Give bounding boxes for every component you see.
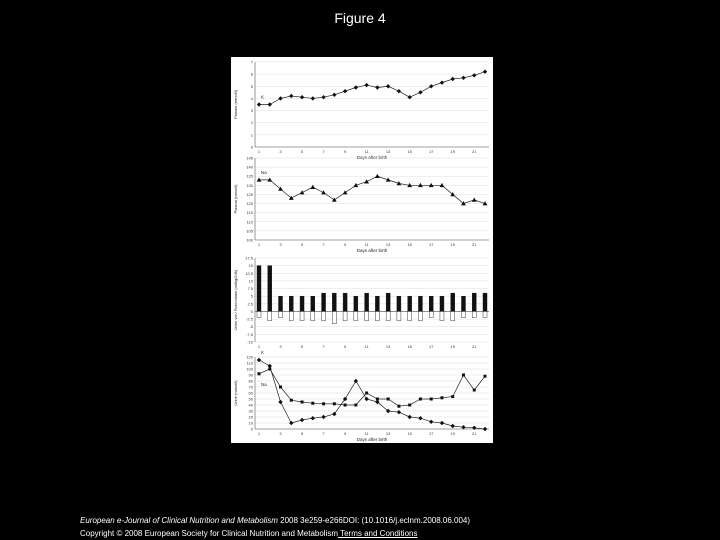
x-tick-label: 15	[407, 242, 412, 247]
x-tick-label: 17	[428, 149, 434, 154]
x-tick-label: 3	[279, 344, 282, 349]
y-tick-label: 135	[246, 173, 253, 179]
bar	[322, 311, 326, 320]
bar	[332, 293, 336, 311]
x-axis-title: Days after birth	[356, 248, 388, 253]
copyright-text: Copyright © 2008 European Society for Clinical Nutrition and Metabolism	[80, 529, 339, 538]
y-tick-label: 100	[246, 237, 253, 243]
copyright-line	[80, 529, 417, 538]
data-point	[461, 76, 465, 80]
bar	[311, 311, 315, 320]
bar	[408, 296, 412, 311]
y-tick-label: 17.5	[245, 255, 253, 261]
y-tick-label: 2	[250, 120, 253, 126]
bar	[343, 293, 347, 311]
y-tick-label: 2.5	[247, 301, 253, 307]
bar	[397, 311, 401, 320]
x-tick-label: 19	[450, 242, 455, 247]
x-tick-label: 5	[300, 149, 304, 154]
data-point	[364, 83, 368, 87]
data-point	[343, 89, 347, 93]
data-point	[387, 398, 390, 401]
y-tick-label: 7	[250, 59, 253, 65]
series-line	[259, 360, 485, 429]
bar	[451, 293, 455, 311]
y-axis-title: Plasma (mmol/l)	[233, 90, 238, 119]
y-tick-label: 130	[246, 182, 253, 188]
data-point	[418, 90, 422, 94]
data-point	[408, 404, 411, 407]
x-tick-label: 21	[472, 431, 477, 436]
x-tick-label: 17	[428, 431, 434, 436]
y-tick-label: 7.5	[247, 286, 253, 292]
y-tick-label: 3	[250, 108, 253, 114]
data-point	[300, 418, 304, 422]
data-point	[289, 421, 293, 425]
y-tick-label: 110	[246, 219, 253, 225]
series-label: Na	[261, 381, 267, 387]
y-tick-label: 105	[246, 228, 253, 234]
x-tick-label: 17	[428, 344, 434, 349]
y-axis-title: Urine vol./ Fluid intake (ml/kg/24h)	[233, 269, 238, 331]
data-point	[386, 84, 390, 88]
bar	[472, 293, 476, 311]
bar	[365, 311, 369, 320]
bar	[440, 311, 444, 320]
y-tick-label: 125	[246, 191, 253, 197]
data-point	[451, 424, 455, 428]
x-tick-label: 7	[322, 242, 325, 247]
x-tick-label: 11	[364, 431, 369, 436]
y-tick-label: 120	[246, 201, 253, 207]
data-point	[332, 412, 336, 416]
y-tick-label: 110	[246, 360, 253, 366]
x-tick-label: 13	[385, 242, 391, 247]
data-point	[375, 85, 379, 89]
data-point	[440, 421, 444, 425]
y-tick-label: 60	[248, 390, 253, 396]
x-tick-label: 13	[385, 149, 391, 154]
data-point	[440, 396, 443, 399]
x-tick-label: 7	[322, 344, 325, 349]
bar	[386, 293, 390, 311]
series-label: K	[261, 350, 265, 355]
x-tick-label: 1	[257, 431, 261, 436]
data-point	[343, 190, 348, 194]
x-tick-label: 19	[450, 149, 455, 154]
data-point	[321, 415, 325, 419]
bar	[429, 296, 433, 311]
x-tick-label: 5	[300, 242, 304, 247]
data-point	[364, 179, 369, 183]
y-tick-label: -10	[247, 339, 253, 345]
x-tick-label: 17	[428, 242, 434, 247]
data-point	[365, 392, 368, 395]
x-tick-label: 15	[407, 431, 412, 436]
x-tick-label: 11	[364, 344, 369, 349]
series-label: K	[261, 94, 265, 100]
bar	[257, 311, 261, 317]
x-tick-label: 9	[343, 431, 347, 436]
data-point	[311, 416, 315, 420]
y-tick-label: 1	[250, 132, 253, 138]
data-point	[472, 73, 476, 77]
y-tick-label: 120	[246, 354, 253, 360]
bar	[472, 311, 476, 317]
bar	[386, 311, 390, 320]
series-label: Na	[261, 169, 267, 175]
data-point	[311, 96, 315, 100]
y-axis-title: Plasma (mmol/l)	[233, 184, 238, 214]
bar	[375, 296, 379, 311]
bar	[461, 311, 465, 317]
figure-title: Figure 4	[334, 10, 386, 26]
bar	[440, 296, 444, 311]
bar	[311, 296, 315, 311]
x-tick-label: 13	[385, 431, 391, 436]
data-point	[300, 190, 305, 194]
data-point	[354, 404, 357, 407]
y-tick-label: 10	[248, 278, 253, 284]
y-tick-label: 5	[250, 83, 253, 89]
bar	[300, 311, 304, 320]
data-point	[484, 375, 487, 378]
data-point	[397, 405, 400, 408]
data-point	[257, 358, 261, 362]
y-tick-label: 12.5	[245, 270, 253, 276]
data-point	[376, 398, 379, 401]
y-tick-label: -2.5	[246, 316, 253, 322]
data-point	[430, 398, 433, 401]
data-point	[258, 372, 261, 375]
y-tick-label: 0	[250, 144, 253, 150]
x-tick-label: 3	[279, 149, 282, 154]
y-tick-label: 30	[248, 408, 253, 414]
data-point	[321, 95, 325, 99]
x-tick-label: 3	[279, 431, 282, 436]
x-tick-label: 7	[322, 149, 325, 154]
data-point	[473, 389, 476, 392]
bar	[365, 293, 369, 311]
data-point	[268, 368, 271, 371]
data-point	[289, 94, 293, 98]
data-point	[451, 395, 454, 398]
bar	[268, 311, 272, 320]
y-tick-label: 5	[250, 293, 253, 299]
y-tick-label: 6	[250, 71, 253, 77]
y-tick-label: 0	[250, 426, 253, 432]
data-point	[462, 374, 465, 377]
data-point	[407, 415, 411, 419]
x-tick-label: 7	[322, 431, 325, 436]
series-line	[259, 72, 485, 105]
x-tick-label: 5	[300, 431, 304, 436]
bar	[418, 296, 422, 311]
x-tick-label: 21	[472, 344, 477, 349]
bar	[257, 266, 261, 312]
y-tick-label: 140	[246, 164, 253, 170]
y-tick-label: 145	[246, 155, 253, 161]
data-point	[364, 397, 368, 401]
bar	[483, 293, 487, 311]
citation	[80, 516, 470, 525]
data-point	[279, 386, 282, 389]
data-point	[290, 399, 293, 402]
x-tick-label: 3	[279, 242, 282, 247]
bar	[300, 296, 304, 311]
bar	[279, 311, 283, 317]
x-axis-title: Days after birth	[356, 437, 388, 442]
x-tick-label: 1	[257, 242, 261, 247]
y-tick-label: -7.5	[246, 331, 253, 337]
data-point	[483, 70, 487, 74]
citation-details: 2008 3e259-e266DOI: (10.1016/j.eclnm.2008.06.004)	[277, 516, 471, 525]
data-point	[333, 402, 336, 405]
data-point	[429, 420, 433, 424]
data-point	[472, 426, 476, 430]
bar	[451, 311, 455, 320]
x-tick-label: 13	[385, 344, 391, 349]
terms-and-conditions-link[interactable]: Terms and Conditions	[338, 529, 418, 538]
bar	[343, 311, 347, 320]
bar	[461, 296, 465, 311]
data-point	[407, 95, 411, 99]
data-point	[268, 102, 272, 106]
y-tick-label: 50	[248, 396, 253, 402]
bar	[429, 311, 433, 317]
y-tick-label: -5	[249, 324, 253, 330]
x-tick-label: 21	[472, 242, 477, 247]
figure-panel	[231, 57, 493, 443]
data-point	[278, 400, 282, 404]
data-point	[321, 190, 326, 194]
x-tick-label: 1	[257, 149, 261, 154]
data-point	[397, 89, 401, 93]
y-tick-label: 70	[248, 384, 253, 390]
bar	[322, 293, 326, 311]
y-tick-label: 4	[250, 95, 253, 101]
y-tick-label: 20	[248, 414, 253, 420]
x-tick-label: 21	[472, 149, 477, 154]
x-tick-label: 19	[450, 344, 455, 349]
x-tick-label: 1	[257, 344, 261, 349]
bar	[408, 311, 412, 320]
bar	[289, 296, 293, 311]
y-tick-label: 10	[248, 420, 253, 426]
x-tick-label: 9	[343, 149, 347, 154]
x-tick-label: 15	[407, 149, 412, 154]
x-tick-label: 5	[300, 344, 304, 349]
data-point	[278, 96, 282, 100]
y-tick-label: 0	[250, 308, 253, 314]
x-tick-label: 11	[364, 149, 369, 154]
x-tick-label: 19	[450, 431, 455, 436]
bar	[332, 311, 336, 323]
data-point	[472, 198, 477, 202]
data-point	[344, 404, 347, 407]
data-point	[354, 379, 358, 383]
data-point	[418, 416, 422, 420]
bar	[289, 311, 293, 320]
data-point	[429, 84, 433, 88]
figure-charts	[231, 57, 493, 443]
data-point	[322, 402, 325, 405]
bar	[354, 296, 358, 311]
y-tick-label: 15	[248, 263, 253, 269]
data-point	[300, 95, 304, 99]
bar	[268, 266, 272, 312]
data-point	[397, 410, 401, 414]
journal-name: European e-Journal of Clinical Nutrition and Metabolism	[80, 516, 278, 525]
y-tick-label: 115	[246, 210, 253, 216]
data-point	[343, 397, 347, 401]
bar	[397, 296, 401, 311]
bar	[375, 311, 379, 320]
data-point	[332, 198, 337, 202]
bar	[279, 296, 283, 311]
x-tick-label: 9	[343, 242, 347, 247]
data-point	[354, 85, 358, 89]
x-axis-title: Days after birth	[356, 155, 388, 160]
y-tick-label: 100	[246, 366, 253, 372]
y-tick-label: 80	[248, 378, 253, 384]
data-point	[301, 401, 304, 404]
x-tick-label: 11	[364, 242, 369, 247]
data-point	[440, 80, 444, 84]
data-point	[332, 93, 336, 97]
data-point	[451, 77, 455, 81]
y-tick-label: 90	[248, 372, 253, 378]
data-point	[311, 402, 314, 405]
x-tick-label: 9	[343, 344, 347, 349]
bar	[418, 311, 422, 320]
bar	[483, 311, 487, 317]
data-point	[483, 427, 487, 431]
data-point	[419, 398, 422, 401]
data-point	[257, 102, 261, 106]
bar	[354, 311, 358, 320]
data-point	[375, 174, 380, 178]
y-tick-label: 40	[248, 402, 253, 408]
y-axis-title: Urine (mmol/l)	[233, 380, 238, 406]
x-tick-label: 15	[407, 344, 412, 349]
